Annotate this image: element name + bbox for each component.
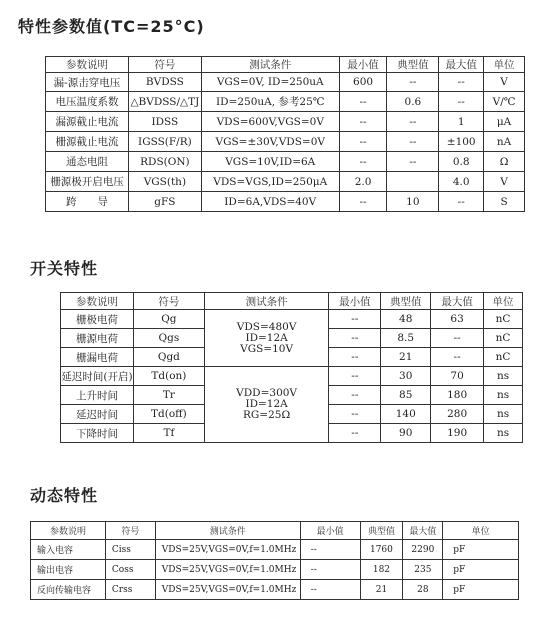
- cell-min: 2.0: [339, 172, 387, 192]
- cell-min: --: [339, 112, 387, 132]
- condition-line: RG=25Ω: [243, 409, 291, 421]
- cell-param: 延迟时间(开启): [61, 367, 134, 386]
- cell-typ: 140: [381, 405, 431, 424]
- cell-max: 28: [403, 580, 443, 600]
- cell-typ: 1760: [360, 540, 403, 560]
- header-min: 最小值: [329, 293, 381, 310]
- table-row: [46, 172, 525, 192]
- header-condition: 测试条件: [201, 57, 339, 73]
- cell-min: --: [339, 192, 387, 212]
- switching-table: [60, 292, 523, 443]
- cell-param: 栅源极开启电压: [46, 172, 129, 192]
- cell-min: 600: [339, 73, 387, 92]
- section-title-dynamic: 动态特性: [30, 486, 99, 505]
- cell-condition-group: [204, 367, 329, 443]
- cell-symbol: RDS(ON): [128, 152, 201, 172]
- cell-typ: 48: [381, 310, 431, 329]
- table-row: [61, 310, 523, 329]
- condition-line: ID=12A: [245, 398, 288, 410]
- cell-unit: μA: [484, 112, 525, 132]
- cell-min: --: [329, 310, 381, 329]
- cell-min: --: [329, 329, 381, 348]
- cell-condition: ID=250uA, 参考25℃: [201, 92, 339, 112]
- condition-line: VDS=480V: [236, 320, 297, 333]
- header-typ: 典型值: [360, 522, 403, 540]
- table-header-row: [61, 293, 523, 310]
- cell-min: --: [329, 348, 381, 367]
- cell-condition-group: [204, 310, 329, 367]
- cell-unit: V: [484, 73, 525, 92]
- cell-param: 延迟时间: [61, 405, 134, 424]
- table-row: [31, 560, 519, 580]
- header-symbol: 符号: [133, 293, 204, 310]
- table-row: [31, 580, 519, 600]
- cell-param: 跨 导: [46, 192, 129, 212]
- cell-typ: --: [387, 73, 439, 92]
- cell-unit: nC: [484, 329, 523, 348]
- cell-symbol: Qgd: [133, 348, 204, 367]
- cell-symbol: Td(off): [133, 405, 204, 424]
- cell-param: 栅极电荷: [61, 310, 134, 329]
- header-unit: 单位: [443, 522, 519, 540]
- header-max: 最大值: [439, 57, 484, 73]
- cell-unit: nC: [484, 348, 523, 367]
- table-header-row: [46, 57, 525, 73]
- cell-max: 0.8: [439, 152, 484, 172]
- cell-min: --: [300, 540, 360, 560]
- cell-max: 235: [403, 560, 443, 580]
- dynamic-table: [30, 521, 519, 600]
- cell-unit: ns: [484, 424, 523, 443]
- header-min: 最小值: [300, 522, 360, 540]
- cell-symbol: IGSS(F/R): [128, 132, 201, 152]
- cell-unit: ns: [484, 367, 523, 386]
- cell-condition: ID=6A,VDS=40V: [201, 192, 339, 212]
- cell-unit: pF: [443, 560, 519, 580]
- cell-unit: nC: [484, 310, 523, 329]
- cell-unit: ns: [484, 386, 523, 405]
- cell-unit: pF: [443, 540, 519, 560]
- cell-max: 1: [439, 112, 484, 132]
- cell-unit: Ω: [484, 152, 525, 172]
- header-param: 参数说明: [61, 293, 134, 310]
- condition-line: VDD=300V: [236, 387, 298, 399]
- cell-typ: --: [387, 152, 439, 172]
- cell-condition: VGS=10V,ID=6A: [201, 152, 339, 172]
- cell-max: 180: [431, 386, 484, 405]
- cell-typ: 0.6: [387, 92, 439, 112]
- cell-max: 70: [431, 367, 484, 386]
- cell-max: --: [439, 192, 484, 212]
- cell-symbol: Ciss: [105, 540, 155, 560]
- header-max: 最大值: [431, 293, 484, 310]
- cell-min: --: [329, 386, 381, 405]
- header-param: 参数说明: [31, 522, 106, 540]
- cell-max: 280: [431, 405, 484, 424]
- cell-symbol: Tf: [133, 424, 204, 443]
- cell-unit: pF: [443, 580, 519, 600]
- section-title-characteristics: 特性参数值(TC=25°C): [18, 17, 205, 36]
- cell-unit: V/℃: [484, 92, 525, 112]
- cell-param: 上升时间: [61, 386, 134, 405]
- cell-unit: V: [484, 172, 525, 192]
- cell-symbol: Td(on): [133, 367, 204, 386]
- cell-max: 190: [431, 424, 484, 443]
- cell-typ: 30: [381, 367, 431, 386]
- cell-symbol: IDSS: [128, 112, 201, 132]
- cell-max: 63: [431, 310, 484, 329]
- cell-condition: VDS=25V,VGS=0V,f=1.0MHz: [155, 580, 300, 600]
- cell-min: --: [339, 132, 387, 152]
- cell-param: 电压温度系数: [46, 92, 129, 112]
- cell-param: 下降时间: [61, 424, 134, 443]
- cell-min: --: [300, 560, 360, 580]
- cell-max: 2290: [403, 540, 443, 560]
- table-row: [46, 132, 525, 152]
- table-header-row: [31, 522, 519, 540]
- cell-condition: VDS=600V,VGS=0V: [201, 112, 339, 132]
- cell-max: ±100: [439, 132, 484, 152]
- cell-condition: VDS=VGS,ID=250μA: [201, 172, 339, 192]
- cell-param: 输入电容: [31, 540, 106, 560]
- table-row: [46, 112, 525, 132]
- cell-symbol: Qgs: [133, 329, 204, 348]
- table-row: [46, 92, 525, 112]
- cell-symbol: gFS: [128, 192, 201, 212]
- cell-symbol: Crss: [105, 580, 155, 600]
- table-row: [46, 73, 525, 92]
- cell-max: --: [439, 92, 484, 112]
- cell-typ: 10: [387, 192, 439, 212]
- cell-condition: VGS=0V, ID=250uA: [201, 73, 339, 92]
- cell-param: 漏-源击穿电压: [46, 73, 129, 92]
- cell-unit: S: [484, 192, 525, 212]
- characteristics-table: [45, 56, 525, 212]
- cell-typ: 21: [360, 580, 403, 600]
- header-unit: 单位: [484, 57, 525, 73]
- cell-symbol: Qg: [133, 310, 204, 329]
- table-row: [31, 540, 519, 560]
- cell-param: 输出电容: [31, 560, 106, 580]
- condition-line: VGS=10V: [240, 342, 294, 355]
- cell-unit: nA: [484, 132, 525, 152]
- cell-typ: 8.5: [381, 329, 431, 348]
- cell-typ: --: [387, 112, 439, 132]
- cell-condition: VGS=±30V,VDS=0V: [201, 132, 339, 152]
- cell-symbol: Tr: [133, 386, 204, 405]
- table-row: [61, 367, 523, 386]
- cell-symbol: BVDSS: [128, 73, 201, 92]
- cell-typ: 21: [381, 348, 431, 367]
- cell-symbol: VGS(th): [128, 172, 201, 192]
- cell-typ: 182: [360, 560, 403, 580]
- header-symbol: 符号: [128, 57, 201, 73]
- header-max: 最大值: [403, 522, 443, 540]
- table-row: [46, 192, 525, 212]
- cell-max: 4.0: [439, 172, 484, 192]
- header-condition: 测试条件: [204, 293, 329, 310]
- header-unit: 单位: [484, 293, 523, 310]
- cell-condition: VDS=25V,VGS=0V,f=1.0MHz: [155, 560, 300, 580]
- cell-min: --: [329, 367, 381, 386]
- section-title-switching: 开关特性: [30, 259, 99, 278]
- cell-symbol: Coss: [105, 560, 155, 580]
- cell-typ: 90: [381, 424, 431, 443]
- header-min: 最小值: [339, 57, 387, 73]
- cell-typ: --: [387, 132, 439, 152]
- cell-min: --: [339, 92, 387, 112]
- cell-param: 漏源截止电流: [46, 112, 129, 132]
- header-typ: 典型值: [387, 57, 439, 73]
- header-symbol: 符号: [105, 522, 155, 540]
- cell-max: --: [431, 348, 484, 367]
- header-typ: 典型值: [381, 293, 431, 310]
- cell-typ: [387, 172, 439, 192]
- cell-param: 栅源截止电流: [46, 132, 129, 152]
- cell-unit: ns: [484, 405, 523, 424]
- cell-typ: 85: [381, 386, 431, 405]
- cell-min: --: [329, 405, 381, 424]
- header-condition: 测试条件: [155, 522, 300, 540]
- cell-min: --: [339, 152, 387, 172]
- cell-min: --: [329, 424, 381, 443]
- header-param: 参数说明: [46, 57, 129, 73]
- condition-line: ID=12A: [245, 331, 288, 344]
- cell-param: 反向传输电容: [31, 580, 106, 600]
- cell-param: 栅漏电荷: [61, 348, 134, 367]
- cell-param: 栅源电荷: [61, 329, 134, 348]
- cell-symbol: △BVDSS/△TJ: [128, 92, 201, 112]
- cell-min: --: [300, 580, 360, 600]
- cell-max: --: [439, 73, 484, 92]
- cell-param: 通态电阻: [46, 152, 129, 172]
- cell-max: --: [431, 329, 484, 348]
- cell-condition: VDS=25V,VGS=0V,f=1.0MHz: [155, 540, 300, 560]
- table-row: [46, 152, 525, 172]
